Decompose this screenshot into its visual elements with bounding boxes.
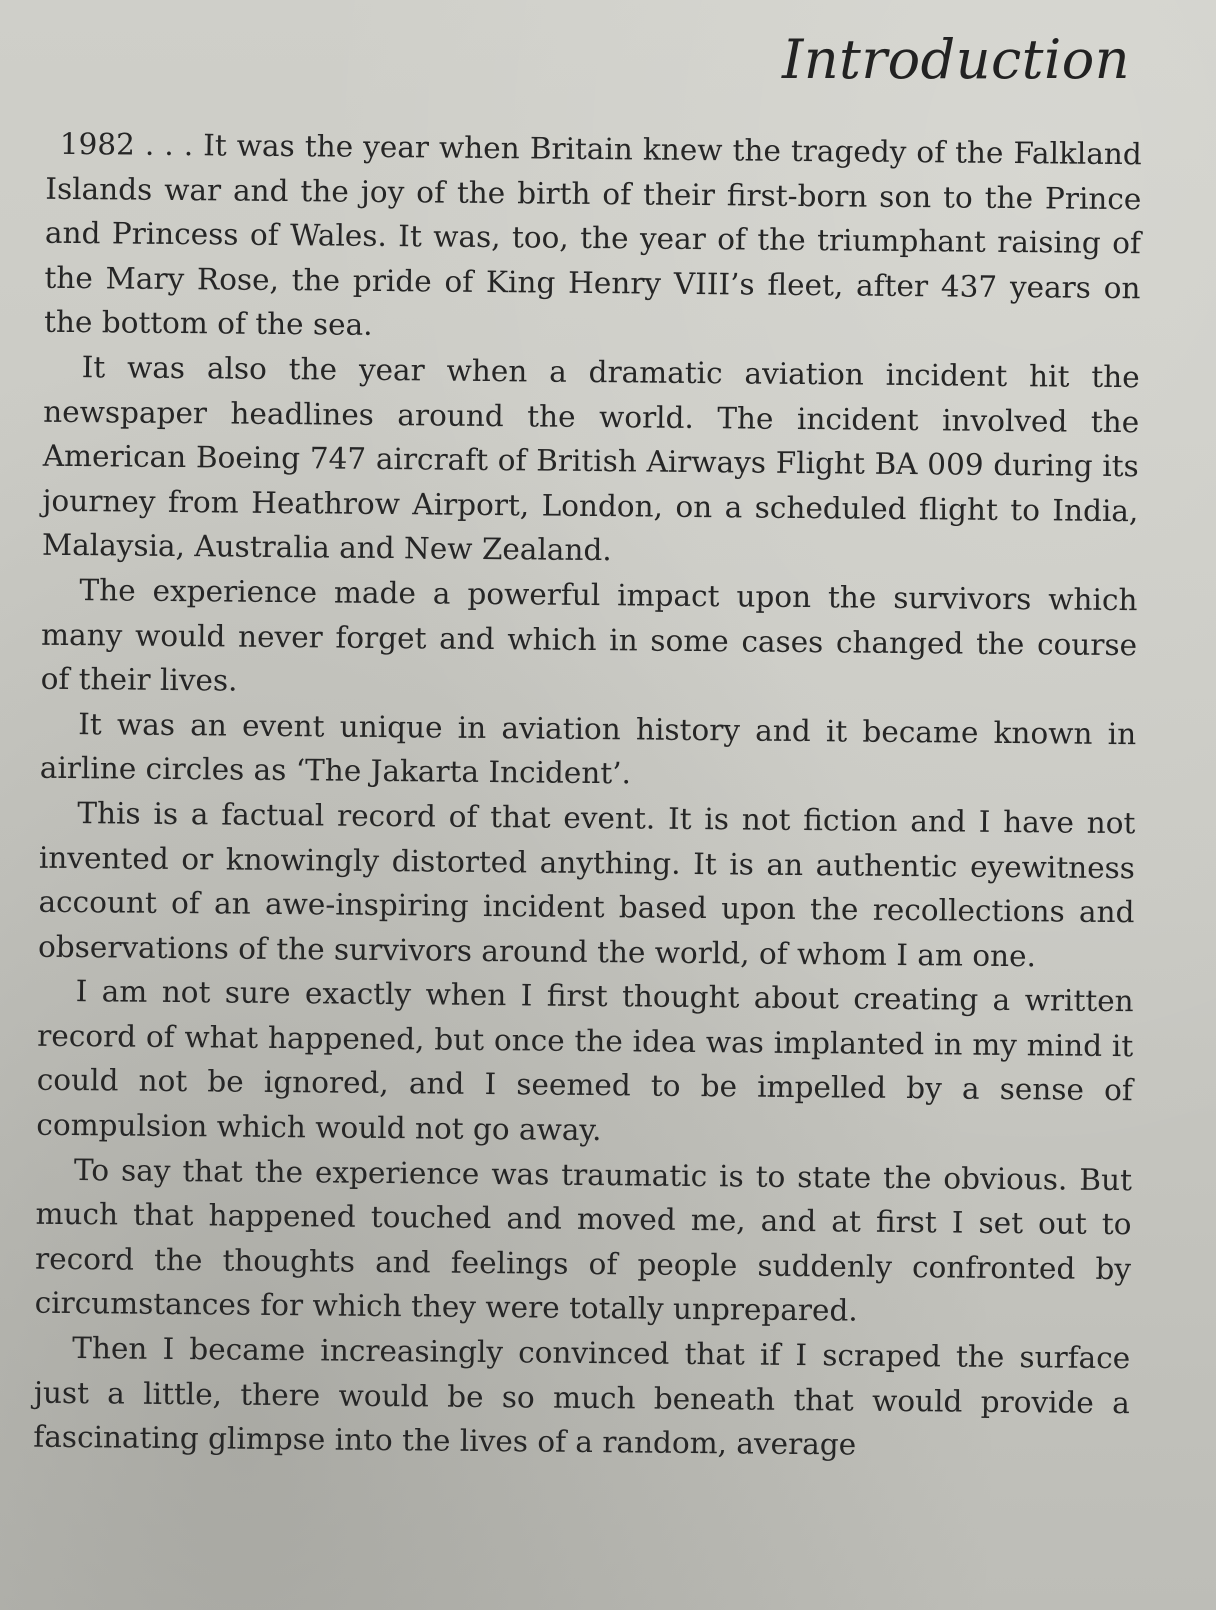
paragraph-1 xyxy=(44,122,1142,355)
paragraph-4: It was an event unique in aviation history and it became known in airline circles as ‘The Jakarta Incident’. xyxy=(39,706,1137,791)
paragraph-7: To say that the experience was traumatic is to state the obvious. But much that happened touched and moved me, and at first I set out to record the thoughts and feelings of people suddenly confronted by circumstances for which they were totally unprepared. xyxy=(34,1152,1133,1329)
paragraph-2: It was also the year when a dramatic aviation incident hit the newspaper headlines around the world. The incident involved the American Boeing 747 aircraft of British Airways Flight BA 009 during its journey from Heathrow Airport, London, on a scheduled flight to India, Malaysia, Australia and New Zealand. xyxy=(41,350,1140,568)
paragraph-1-text-a: 1982 . . . It was the year when Britain knew the tragedy of the Falkland Islands war and the joy of the birth of their first-born son to the Prince and Princess of Wales. It was, too, the year of the triumphant raising of the xyxy=(44,126,1142,296)
paragraph-3: The experience made a powerful impact upon the survivors which many would never forget and which in some cases changed the course of their lives. xyxy=(40,573,1138,698)
paragraph-1-text-b: , the pride of King Henry VIII’s fleet, after 437 years on the bottom of the sea. xyxy=(43,262,1141,343)
paragraph-6: I am not sure exactly when I first thought about creating a written record of what happened, but once the idea was implanted in my mind it could not be ignored, and I seemed to be impelled by a sense of compulsion which would not go away. xyxy=(36,974,1134,1148)
paragraph-8: Then I became increasingly convinced that if I scraped the surface just a little, there would be so much beneath that would provide a fascinating glimpse into the lives of a random, average xyxy=(33,1331,1131,1462)
chapter-title: Introduction xyxy=(782,28,1130,91)
ship-name: Mary Rose xyxy=(105,261,270,297)
paragraph-5: This is a factual record of that event. It is not fiction and I have not invented or knowingly distorted anything. It is an authentic eyewitness account of an awe-inspiring incident based upon the recollections and observations of the survivors around the world, of whom I am one. xyxy=(37,795,1136,973)
body-text xyxy=(33,122,1142,1470)
